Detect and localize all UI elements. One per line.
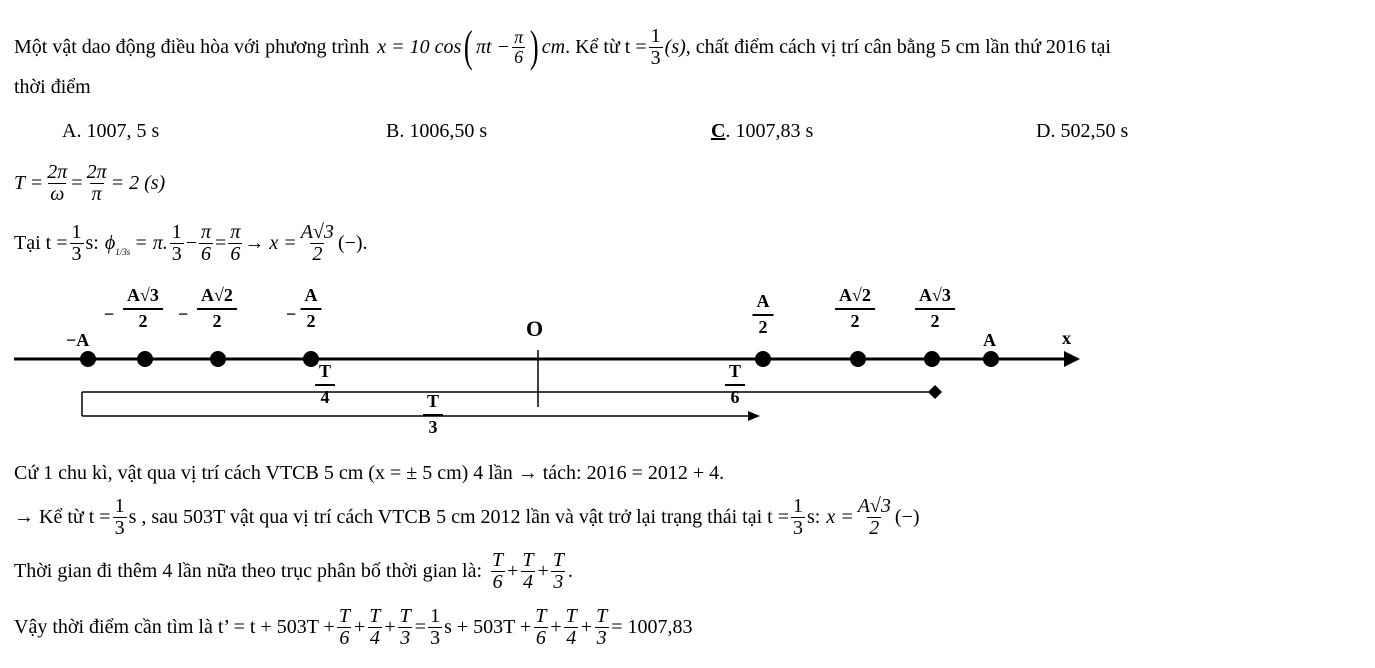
label-neg-A: −A (66, 330, 90, 350)
period-formula: T = $\frac{2\pi}{\omega}$ = $\frac{2\pi}{\pi}$ = 2 (s) (14, 161, 166, 205)
axis-diagram (0, 280, 1375, 455)
label-A-sqrt3: $\frac{A√3}{2}$ (915, 286, 955, 332)
label-x-axis: x (1062, 328, 1071, 348)
paren-close: ) (530, 22, 539, 71)
label-T-over-6: $\frac{T}{6}$ (725, 362, 745, 408)
point-A (983, 351, 999, 367)
label-neg-A-sqrt3: $\frac{A√3}{2}$ (123, 286, 163, 332)
one-third: $\frac{1}{3}$ (650, 24, 661, 69)
option-b: B. 1006,50 s (386, 120, 488, 142)
minus-sign: − (178, 304, 189, 324)
problem-intro: Một vật dao động điều hòa với phương trình (14, 35, 370, 58)
paren-open: ( (464, 22, 474, 71)
label-A-sqrt2: $\frac{A√2}{2}$ (835, 286, 875, 332)
two-pi-over-pi: $\frac{2\pi}{\pi}$ (86, 161, 107, 205)
endpoint-diamond-icon (928, 385, 942, 399)
bracket-arrow-icon (748, 411, 760, 421)
minus-sign: − (104, 304, 115, 324)
option-a: A. 1007, 5 s (62, 120, 160, 142)
two-pi-over-omega: $\frac{2\pi}{\omega}$ (47, 161, 68, 205)
explain-line-3: Thời gian đi thêm 4 lần nữa theo trục phân bố thời gian là: $\frac{T}{6}$ + $\frac{T}{4}$ + $\frac{T}{3}$ . (14, 549, 573, 593)
point-A-sqrt2 (850, 351, 866, 367)
label-T-over-4: $\frac{T}{4}$ (315, 362, 335, 408)
option-d: D. 502,50 s (1036, 120, 1129, 142)
label-origin: O (526, 316, 544, 341)
label-A-half: $\frac{A}{2}$ (753, 292, 774, 338)
option-c: C. 1007,83 s (711, 120, 814, 142)
problem-line-1 (14, 22, 1111, 72)
problem-line-2: thời điểm (14, 76, 91, 98)
equation-lhs: x = 10 cos (377, 35, 462, 58)
x-axis-arrow-icon (1064, 351, 1080, 367)
explain-line-2: → Kể từ t = $\frac{1}{3}$ s , sau 503T vật qua vị trí cách VTCB 5 cm 2012 lần và vật trở lại trạng thái tại t = $\frac{1}{3}$ s: x = $\frac{A√3}{2}$ (−) (14, 495, 920, 539)
phase-line: Tại t = $\frac{1}{3}$ s: ϕ 1/3s = π. $\frac{1}{3}$ − $\frac{\pi}{6}$ = $\frac{\pi}{6}$ → x = $\frac{A√3}{2}$ (−). (14, 221, 368, 265)
label-A: A (983, 330, 996, 350)
label-T-over-3: $\frac{T}{3}$ (423, 392, 443, 438)
point-A-sqrt3 (924, 351, 940, 367)
point-neg-A-sqrt3 (137, 351, 153, 367)
explain-line-4: Vậy thời điểm cần tìm là t’ = t + 503T + $\frac{T}{6}$ + $\frac{T}{4}$ + $\frac{T}{3}$ = $\frac{1}{3}$ s + 503T + $\frac{T}{6}$ + $\frac{T}{4}$ + $\frac{T}{3}$ = 1007,83 (14, 605, 693, 649)
from-text: . Kể từ t = (565, 35, 647, 58)
pi-over-6: $\frac{\pi}{6}$ (514, 26, 524, 67)
label-neg-A-sqrt2: $\frac{A√2}{2}$ (197, 286, 237, 332)
s-paren: (s) (664, 35, 686, 58)
point-A-half (755, 351, 771, 367)
unit-cm: cm (541, 35, 566, 58)
equation-arg: πt − (476, 35, 511, 58)
minus-sign: − (286, 304, 297, 324)
correct-answer-letter: C (711, 120, 726, 142)
phi-symbol: ϕ (104, 232, 116, 254)
point-neg-A (80, 351, 96, 367)
phi-subscript: 1/3s (115, 246, 131, 257)
label-neg-A-half: $\frac{A}{2}$ (301, 286, 322, 332)
point-neg-A-sqrt2 (210, 351, 226, 367)
problem-rest: , chất điểm cách vị trí cân bằng 5 cm lần thứ 2016 tại (685, 35, 1111, 58)
explain-line-1: Cứ 1 chu kì, vật qua vị trí cách VTCB 5 cm (x = ± 5 cm) 4 lần → tách: 2016 = 2012 + 4. (14, 462, 725, 484)
